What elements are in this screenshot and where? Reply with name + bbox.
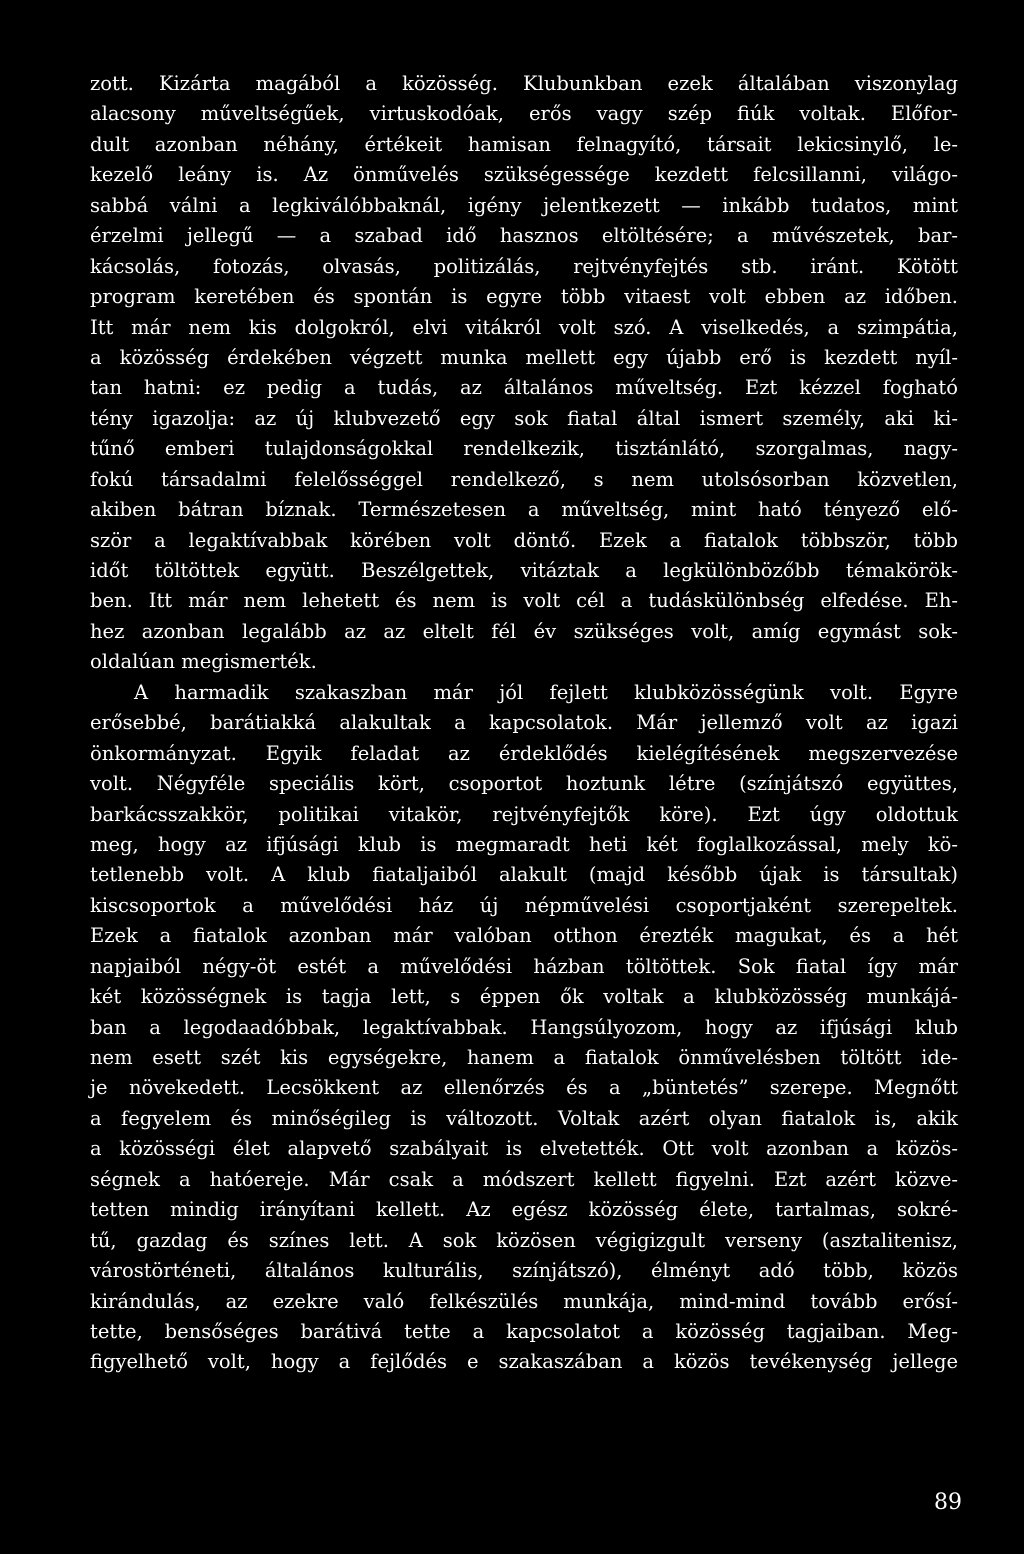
text-line: önkormányzat. Egyik feladat az érdeklődés kielégítésének megszervezése [90,741,958,765]
text-line: időt töltöttek együtt. Beszélgettek, vitáztak a legkülönbözőbb témakörök- [90,559,958,582]
text-line: alacsony műveltségűek, virtuskodóak, erős vagy szép fiúk voltak. Előfor- [90,102,958,126]
text-line: Ezek a fiatalok azonban már valóban otthon érezték magukat, és a hét [90,924,958,948]
text-line: napjaiból négy-öt estét a művelődési házban töltöttek. Sok fiatal így már [90,954,958,978]
text-line: ban a legodaadóbbak, legaktívabbak. Hangsúlyozom, hogy az ifjúsági klub [90,1015,958,1039]
text-line: ségnek a hatóereje. Már csak a módszert kellett figyelni. Ezt azért közve- [90,1167,958,1191]
text-line: tetlenebb volt. A klub fiataljaiból alakult (majd később újak is társultak) [90,863,958,887]
text-line: dult azonban néhány, értékeit hamisan felnagyító, társait lekicsinylő, le- [90,132,958,156]
text-line: kirándulás, az ezekre való felkészülés munkája, mind-mind tovább erősí- [90,1289,958,1313]
text-line: tű, gazdag és színes lett. A sok közösen végigizgult verseny (asztalitenisz, [90,1228,958,1252]
text-line: Itt már nem kis dolgokról, elvi vitákról volt szó. A viselkedés, a szimpátia, [90,315,958,339]
text-line: zott. Kizárta magából a közösség. Klubunkban ezek általában viszonylag [90,72,958,95]
page-number: 89 [934,1490,962,1515]
text-line: tan hatni: ez pedig a tudás, az általános műveltség. Ezt kézzel fogható [90,376,958,400]
text-line: fokú társadalmi felelősséggel rendelkező, s nem utolsósorban közvetlen, [90,467,958,491]
text-line: A harmadik szakaszban már jól fejlett klubközösségünk volt. Egyre [134,680,958,704]
text-line: program keretében és spontán is egyre több vitaest volt ebben az időben. [90,285,958,309]
text-line: tetten mindig irányítani kellett. Az egész közösség élete, tartalmas, sokré- [90,1198,958,1222]
text-line: oldalúan megismerték. [90,650,317,674]
text-line: tűnő emberi tulajdonságokkal rendelkezik, tisztánlátó, szorgalmas, nagy- [90,437,958,461]
text-line: erősebbé, barátiakká alakultak a kapcsolatok. Már jellemző volt az igazi [90,711,958,735]
text-line: hez azonban legalább az az eltelt fél év szükséges volt, amíg egymást sok- [90,619,958,643]
text-line: nem esett szét kis egységekre, hanem a fiatalok önművelésben töltött ide- [90,1046,958,1069]
text-line: a közösségi élet alapvető szabályait is elvetették. Ott volt azonban a közös- [90,1137,958,1161]
text-line: kiscsoportok a művelődési ház új népművelési csoportjaként szerepeltek. [90,893,958,917]
text-line: je növekedett. Lecsökkent az ellenőrzés és a „büntetés” szerepe. Megnőtt [90,1076,958,1100]
text-line: két közösségnek is tagja lett, s éppen ők voltak a klubközösség munkájá- [90,985,958,1009]
text-line: tény igazolja: az új klubvezető egy sok fiatal által ismert személy, aki ki- [90,406,958,430]
text-line: várostörténeti, általános kulturális, színjátszó), élményt adó több, közös [90,1259,958,1283]
text-line: kácsolás, fotozás, olvasás, politizálás, rejtvényfejtés stb. iránt. Kötött [90,254,958,278]
text-line: tette, bensőséges barátivá tette a kapcsolatot a közösség tagjaiban. Meg- [90,1319,958,1343]
text-line: a közösség érdekében végzett munka mellett egy újabb erő is kezdett nyíl- [90,345,958,369]
text-line: érzelmi jellegű — a szabad idő hasznos eltöltésére; a művészetek, bar- [90,224,958,248]
text-line: meg, hogy az ifjúsági klub is megmaradt heti két foglalkozással, mely kö- [90,832,958,856]
text-line: akiben bátran bíznak. Természetesen a műveltség, mint ható tényező elő- [90,498,958,522]
text-line: kezelő leány is. Az önművelés szükségessége kezdett felcsillanni, világo- [90,163,958,187]
text-line: barkácsszakkör, politikai vitakör, rejtvényfejtők köre). Ezt úgy oldottuk [90,802,958,826]
text-line: ször a legaktívabbak körében volt döntő. Ezek a fiatalok többször, több [90,528,958,552]
text-line: volt. Négyféle speciális kört, csoportot hoztunk létre (színjátszó együttes, [90,772,958,796]
text-line: a fegyelem és minőségileg is változott. Voltak azért olyan fiatalok is, akik [90,1106,958,1130]
text-line: ben. Itt már nem lehetett és nem is volt cél a tudáskülönbség elfedése. Eh- [90,589,958,613]
text-line: figyelhető volt, hogy a fejlődés e szakaszában a közös tevékenység jellege [90,1350,958,1374]
text-line: sabbá válni a legkiválóbbaknál, igény jelentkezett — inkább tudatos, mint [90,193,958,217]
body-text [90,69,958,1378]
